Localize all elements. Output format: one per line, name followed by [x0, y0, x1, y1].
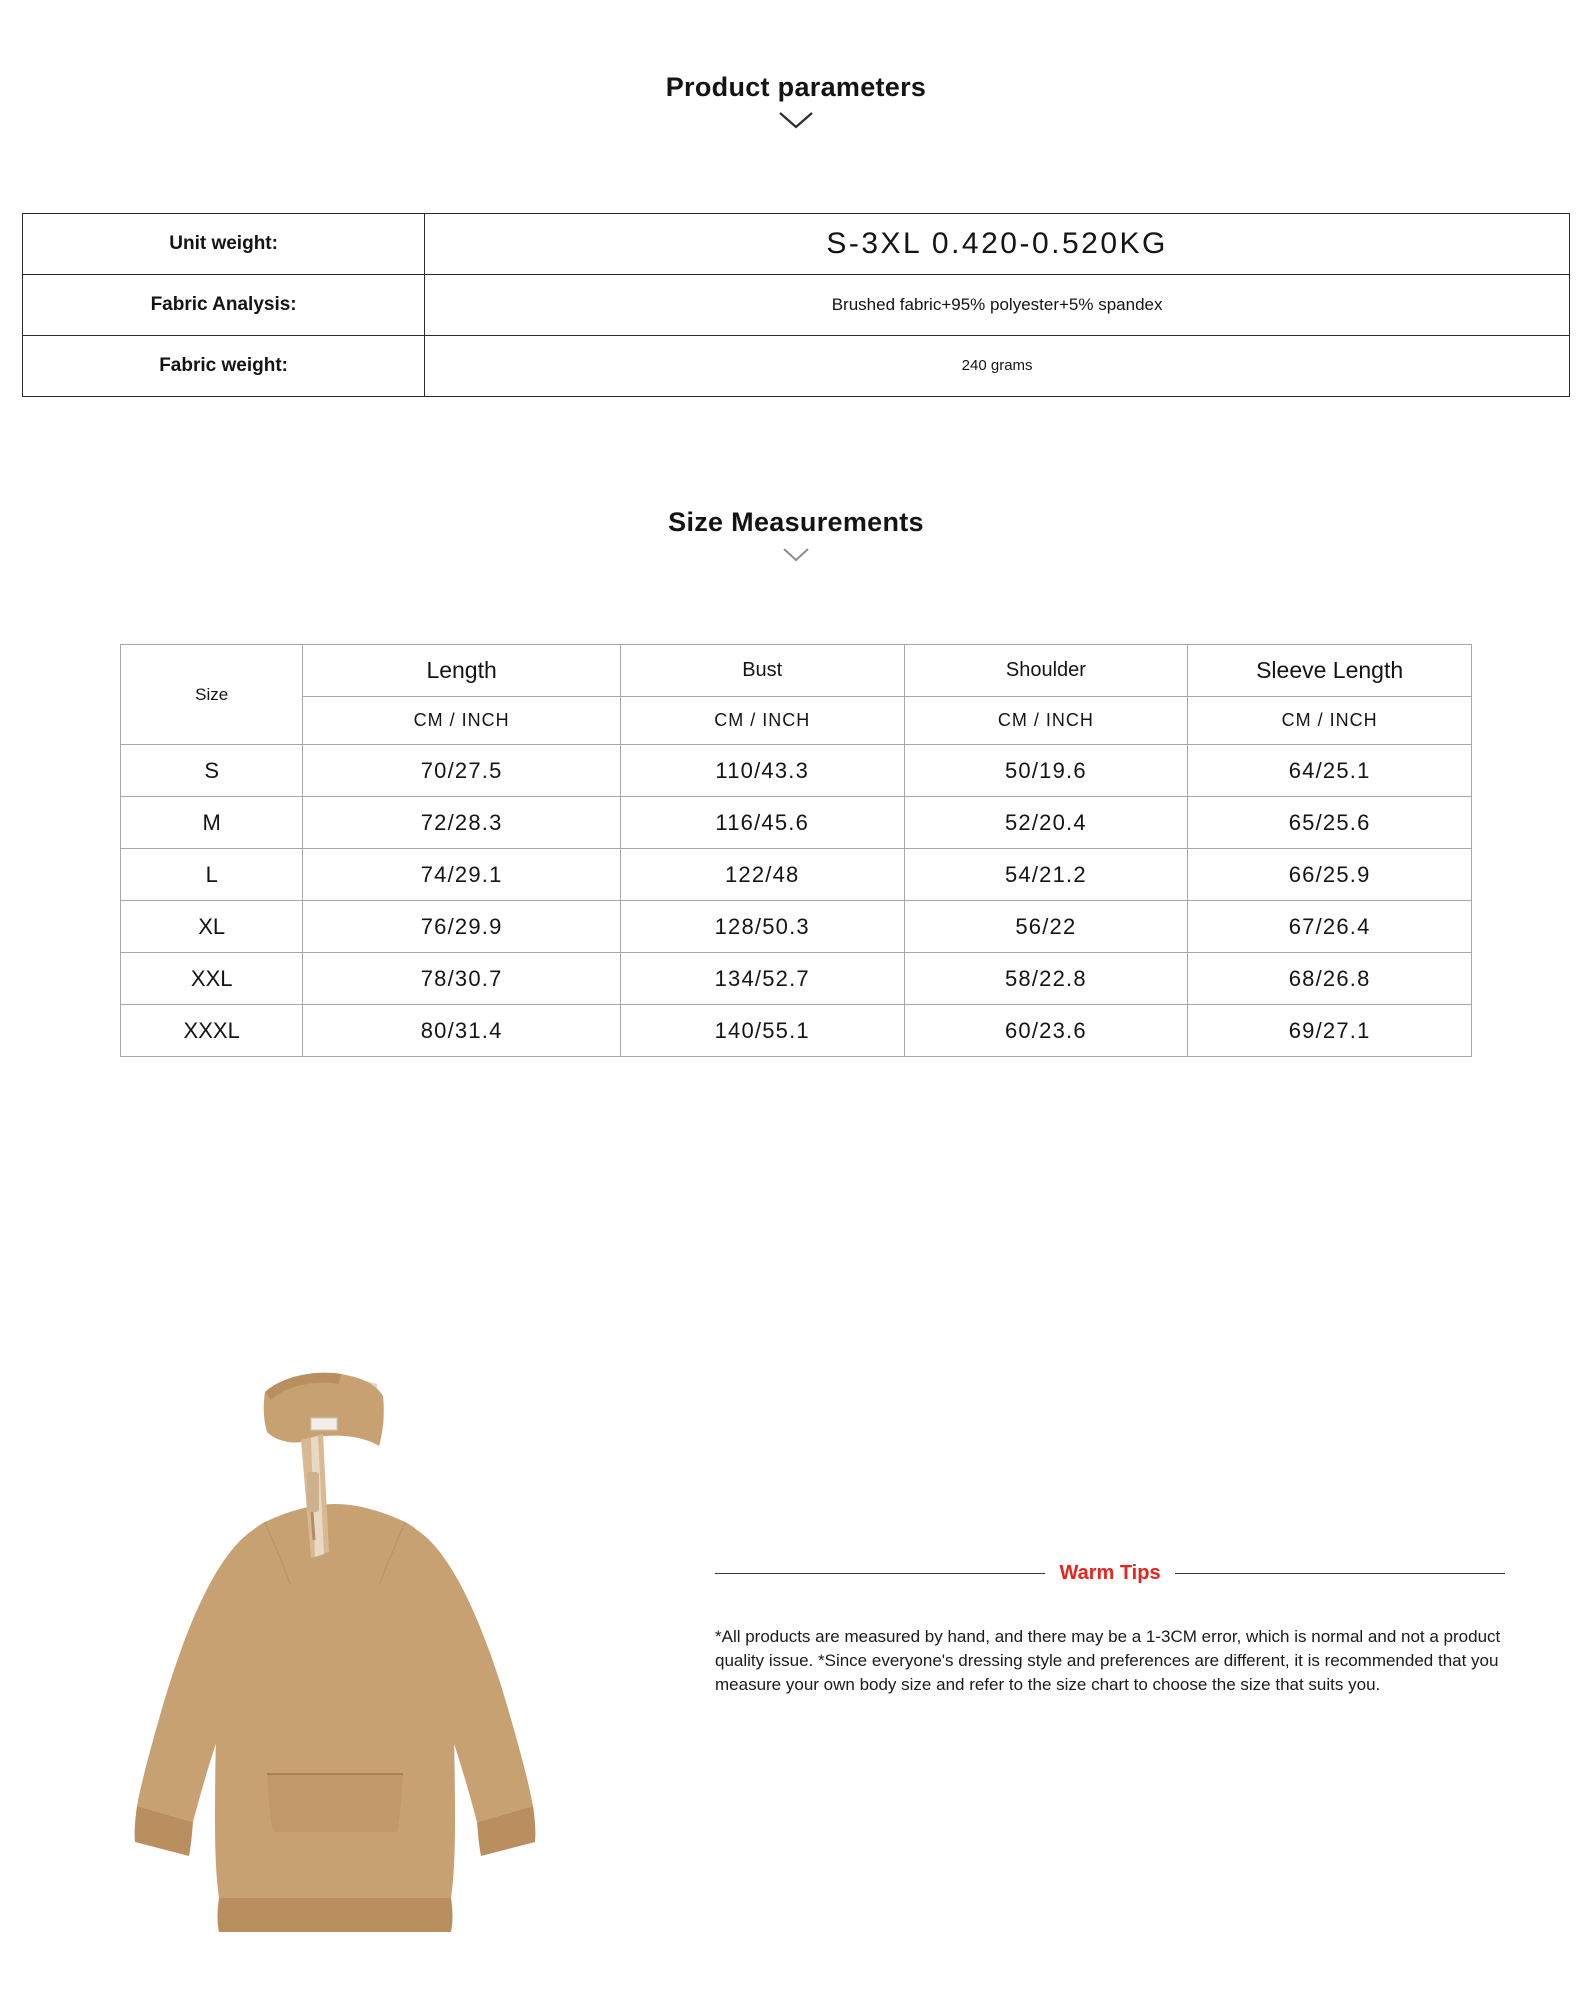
table-row [121, 953, 1472, 1005]
param-value-text: 240 grams [961, 357, 1033, 374]
cell-bust: 140/55.1 [620, 1005, 904, 1057]
size-label: XL [121, 901, 303, 953]
cell-length: 76/29.9 [303, 901, 620, 953]
product-image [115, 1322, 555, 1962]
cell-length: 70/27.5 [303, 745, 620, 797]
table-row [121, 797, 1472, 849]
cell-sleeve: 66/25.9 [1188, 849, 1472, 901]
size-chart-table [120, 644, 1472, 1057]
cell-sleeve: 68/26.8 [1188, 953, 1472, 1005]
product-image-and-tips-area [0, 1287, 1592, 1992]
product-parameters-table-wrapper [22, 213, 1570, 397]
param-value-text: S-3XL 0.420-0.520KG [826, 227, 1168, 260]
divider-right [1175, 1573, 1505, 1574]
chevron-down-icon [776, 109, 816, 131]
cell-bust: 122/48 [620, 849, 904, 901]
param-label-unit-weight: Unit weight: [23, 214, 425, 275]
header-bust: Bust [620, 645, 904, 697]
unit-bust: CM / INCH [620, 697, 904, 745]
param-label-fabric-weight: Fabric weight: [23, 336, 425, 397]
cell-length: 72/28.3 [303, 797, 620, 849]
warm-tips-header [715, 1562, 1505, 1585]
header-size: Size [121, 645, 303, 745]
size-label: M [121, 797, 303, 849]
cell-sleeve: 64/25.1 [1188, 745, 1472, 797]
unit-sleeve: CM / INCH [1188, 697, 1472, 745]
size-label: L [121, 849, 303, 901]
size-chart-table-wrapper [120, 644, 1472, 1057]
unit-length: CM / INCH [303, 697, 620, 745]
table-row [121, 901, 1472, 953]
cell-bust: 110/43.3 [620, 745, 904, 797]
size-measurements-section-header [0, 507, 1592, 566]
cell-length: 74/29.1 [303, 849, 620, 901]
cell-length: 80/31.4 [303, 1005, 620, 1057]
size-label: XXL [121, 953, 303, 1005]
product-parameters-section-header [0, 72, 1592, 131]
cell-sleeve: 67/26.4 [1188, 901, 1472, 953]
chevron-down-icon [776, 544, 816, 566]
cell-bust: 134/52.7 [620, 953, 904, 1005]
size-label: XXXL [121, 1005, 303, 1057]
warm-tips-block [715, 1562, 1505, 1697]
cell-shoulder: 58/22.8 [904, 953, 1188, 1005]
size-label: S [121, 745, 303, 797]
param-value-text: Brushed fabric+95% polyester+5% spandex [831, 295, 1163, 314]
table-row [121, 745, 1472, 797]
table-row [23, 214, 1570, 275]
param-label-fabric-analysis: Fabric Analysis: [23, 275, 425, 336]
cell-shoulder: 52/20.4 [904, 797, 1188, 849]
cell-bust: 128/50.3 [620, 901, 904, 953]
header-shoulder: Shoulder [904, 645, 1188, 697]
table-row [23, 336, 1570, 397]
warm-tips-title: Warm Tips [1059, 1562, 1161, 1584]
section-title: Size Measurements [668, 507, 924, 537]
param-value-fabric-weight [425, 336, 1570, 397]
cell-length: 78/30.7 [303, 953, 620, 1005]
warm-tips-body: *All products are measured by hand, and there may be a 1-3CM error, which is normal and not a product quality issue. *Since everyone's dressing style and preferences are different, it is recommended that you measure your own body size and refer to the size chart to choose the size that suits you. [715, 1627, 1501, 1695]
page-title: Product parameters [665, 72, 927, 102]
table-row [121, 1005, 1472, 1057]
unit-shoulder: CM / INCH [904, 697, 1188, 745]
table-header-row [121, 645, 1472, 697]
cell-sleeve: 65/25.6 [1188, 797, 1472, 849]
cell-shoulder: 60/23.6 [904, 1005, 1188, 1057]
table-unit-row [121, 697, 1472, 745]
cell-shoulder: 54/21.2 [904, 849, 1188, 901]
header-sleeve-length: Sleeve Length [1188, 645, 1472, 697]
table-row [121, 849, 1472, 901]
param-value-fabric-analysis [425, 275, 1570, 336]
product-parameters-table [22, 213, 1570, 397]
header-length: Length [303, 645, 620, 697]
param-value-unit-weight [425, 214, 1570, 275]
cell-shoulder: 50/19.6 [904, 745, 1188, 797]
divider-left [715, 1573, 1045, 1574]
cell-shoulder: 56/22 [904, 901, 1188, 953]
table-row [23, 275, 1570, 336]
cell-bust: 116/45.6 [620, 797, 904, 849]
cell-sleeve: 69/27.1 [1188, 1005, 1472, 1057]
